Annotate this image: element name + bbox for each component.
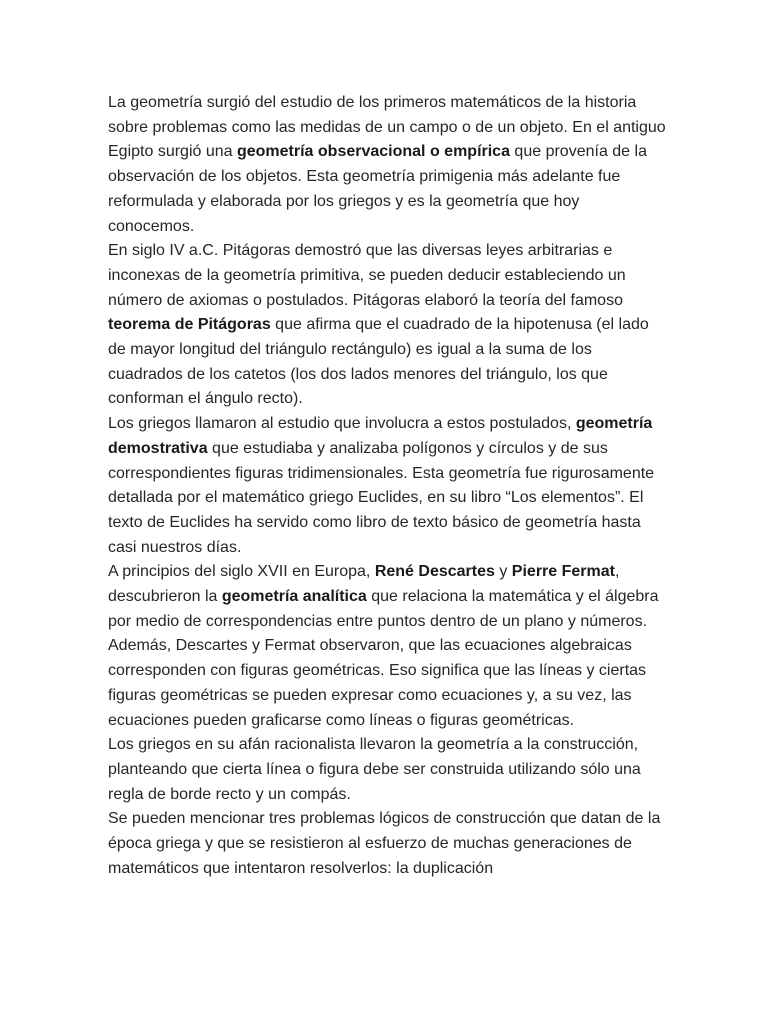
- paragraph: [108, 239, 668, 412]
- text-run: La geometría surgió del estudio de los primeros matemáticos de la historia sobre problemas como las medidas de un campo o de un objeto. En el antiguo Egipto surgió una: [108, 94, 666, 161]
- bold-term: geometría demostrativa: [108, 415, 653, 457]
- bold-term: geometría observacional o empírica: [236, 143, 510, 161]
- paragraph: [108, 733, 668, 807]
- text-run: A principios del siglo XVII en Europa,: [108, 563, 375, 581]
- text-run: y: [494, 563, 512, 581]
- text-run: Los griegos llamaron al estudio que involucra a estos postulados,: [108, 415, 576, 433]
- paragraph: [108, 634, 668, 733]
- document-body: [108, 91, 668, 882]
- bold-term: geometría analítica: [221, 588, 367, 606]
- paragraph: [108, 412, 668, 560]
- text-run: Los griegos en su afán racionalista llevaron la geometría a la construcción, planteando que cierta línea o figura debe ser construida utilizando sólo una regla de borde recto y un compás.: [108, 736, 641, 803]
- text-run: que relaciona la matemática y el álgebra por medio de correspondencias entre puntos dentro de un plano y números.: [108, 588, 659, 630]
- text-run: , descubrieron la: [108, 563, 620, 606]
- bold-term: René Descartes: [374, 563, 495, 581]
- bold-term: teorema de Pitágoras: [108, 316, 271, 334]
- text-run: que afirma que el cuadrado de la hipotenusa (el lado de mayor longitud del triángulo rectángulo) es igual a la suma de los cuadrados de los catetos (los dos lados menores del triángulo, los que conforman el ángulo recto).: [108, 316, 649, 408]
- text-run: que provenía de la observación de los objetos. Esta geometría primigenia más adelante fue reformulada y elaborada por los griegos y es la geometría que hoy conocemos.: [108, 143, 647, 235]
- text-run: Además, Descartes y Fermat observaron, que las ecuaciones algebraicas corresponden con figuras geométricas. Eso significa que las líneas y ciertas figuras geométricas se pueden expresar como ecuaciones y, a su vez, las ecuaciones pueden graficarse como líneas o figuras geométricas.: [108, 637, 647, 729]
- text-run: Se pueden mencionar tres problemas lógicos de construcción que datan de la época griega y que se resistieron al esfuerzo de muchas generaciones de matemáticos que intentaron resolverlos: la duplicación: [108, 810, 661, 877]
- paragraph: [108, 807, 668, 881]
- bold-term: Pierre Fermat: [511, 563, 615, 581]
- text-run: que estudiaba y analizaba polígonos y círculos y de sus correspondientes figuras tridimensionales. Esta geometría fue rigurosamente detallada por el matemático griego Euclides, en su libro “Los elementos”. El texto de Euclides ha servido como libro de texto básico de geometría hasta casi nuestros días.: [108, 439, 655, 556]
- text-run: En siglo IV a.C. Pitágoras demostró que las diversas leyes arbitrarias e inconexas de la geometría primitiva, se pueden deducir estableciendo un número de axiomas o postulados. Pitágoras elaboró la teoría del famoso: [108, 242, 626, 309]
- paragraph: [108, 560, 668, 634]
- paragraph: [108, 91, 668, 239]
